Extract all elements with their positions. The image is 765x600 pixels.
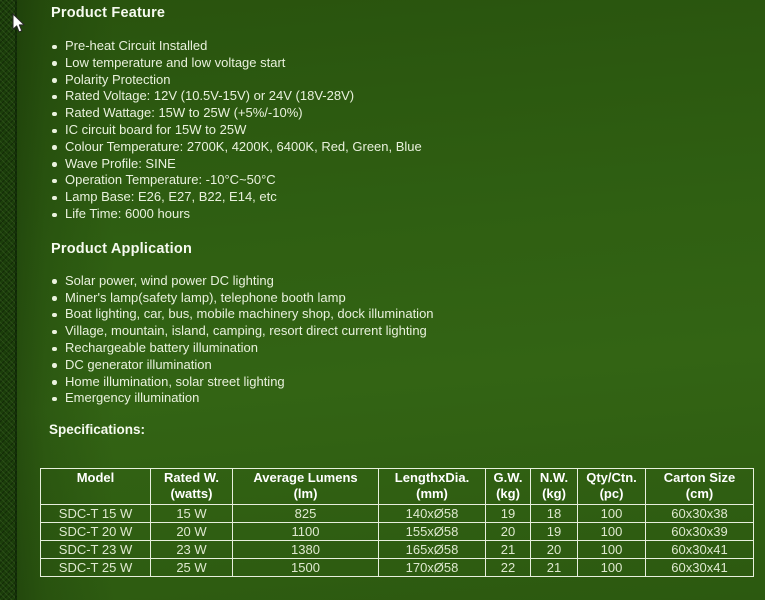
column-header-rated-w: Rated W. (watts): [151, 469, 233, 505]
product-feature-list: [50, 38, 765, 223]
list-item: Colour Temperature: 2700K, 4200K, 6400K, Red, Green, Blue: [50, 139, 765, 156]
list-item: Home illumination, solar street lighting: [50, 374, 765, 391]
list-item: Rechargeable battery illumination: [50, 340, 765, 357]
list-item: Miner's lamp(safety lamp), telephone booth lamp: [50, 290, 765, 307]
specifications-table: [40, 468, 754, 577]
list-item: Life Time: 6000 hours: [50, 206, 765, 223]
column-header-average-lumens: Average Lumens (lm): [233, 469, 379, 505]
table-row: SDC-T 15 W 15 W 825 140xØ58 19 18 100 60x30x38: [41, 505, 754, 523]
list-item: Rated Voltage: 12V (10.5V-15V) or 24V (18V-28V): [50, 88, 765, 105]
table-row: SDC-T 25 W 25 W 1500 170xØ58 22 21 100 60x30x41: [41, 559, 754, 577]
product-application-heading: Product Application: [51, 240, 193, 257]
column-header-qty-ctn: Qty/Ctn. (pc): [578, 469, 646, 505]
table-row: SDC-T 20 W 20 W 1100 155xØ58 20 19 100 60x30x39: [41, 523, 754, 541]
list-item: Low temperature and low voltage start: [50, 55, 765, 72]
column-header-model: Model: [41, 469, 151, 505]
list-item: Village, mountain, island, camping, resort direct current lighting: [50, 323, 765, 340]
list-item: Operation Temperature: -10°C~50°C: [50, 172, 765, 189]
product-application-list: [50, 273, 765, 407]
column-header-length-dia: LengthxDia. (mm): [379, 469, 486, 505]
list-item: IC circuit board for 15W to 25W: [50, 122, 765, 139]
list-item: Lamp Base: E26, E27, B22, E14, etc: [50, 189, 765, 206]
list-item: Pre-heat Circuit Installed: [50, 38, 765, 55]
list-item: Rated Wattage: 15W to 25W (+5%/-10%): [50, 105, 765, 122]
specifications-heading: Specifications:: [49, 422, 146, 438]
column-header-gw: G.W. (kg): [486, 469, 531, 505]
list-item: Solar power, wind power DC lighting: [50, 273, 765, 290]
list-item: Polarity Protection: [50, 72, 765, 89]
table-header-row: [41, 469, 754, 505]
list-item: DC generator illumination: [50, 357, 765, 374]
list-item: Emergency illumination: [50, 390, 765, 407]
column-header-nw: N.W. (kg): [531, 469, 578, 505]
column-header-carton-size: Carton Size (cm): [646, 469, 754, 505]
mouse-cursor-icon: [12, 13, 27, 35]
product-feature-heading: Product Feature: [51, 5, 166, 21]
list-item: Wave Profile: SINE: [50, 156, 765, 173]
list-item: Boat lighting, car, bus, mobile machinery shop, dock illumination: [50, 306, 765, 323]
table-row: SDC-T 23 W 23 W 1380 165xØ58 21 20 100 60x30x41: [41, 541, 754, 559]
